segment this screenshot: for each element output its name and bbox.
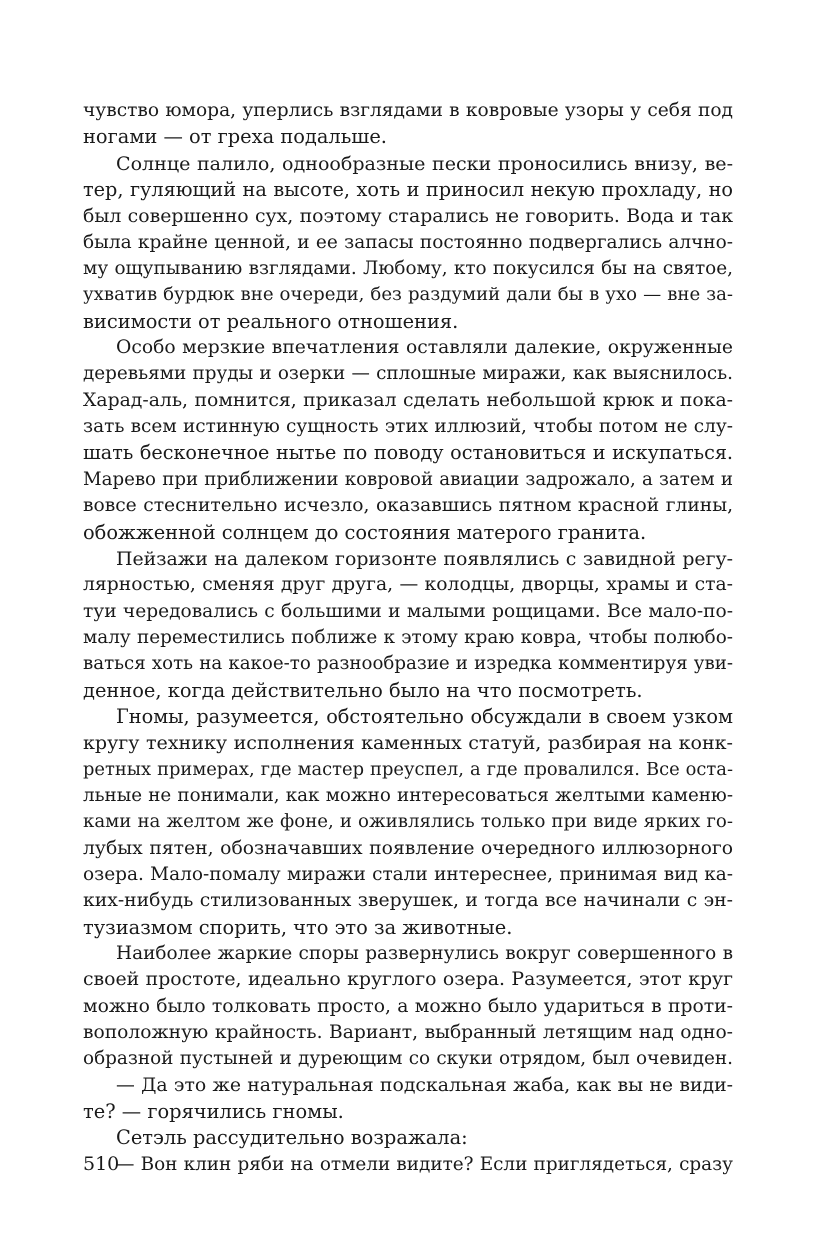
text-line: Солнце палило, однообразные пески проносились внизу, ве- xyxy=(116,152,733,175)
text-line: ногами — от греха подальше. xyxy=(83,125,387,149)
body-text xyxy=(83,98,733,1178)
text-line: вовсе стеснительно исчезло, оказавшись пятном красной глины, xyxy=(83,495,733,517)
text-line: был совершенно сух, поэтому старались не говорить. Вода и так xyxy=(83,205,733,228)
text-line: ухватив бурдюк вне очереди, без раздумий дали бы в ухо — вне за- xyxy=(83,284,733,306)
text-line: обожженной солнцем до состояния матерого гранита. xyxy=(83,520,647,544)
text-line: можно было толковать просто, а можно было удариться в проти- xyxy=(83,995,733,1017)
text-line: — Вон клин ряби на отмели видите? Если приглядеться, сразу xyxy=(116,1153,733,1175)
text-line: Пейзажи на далеком горизонте появлялись с завидной регу- xyxy=(116,547,733,570)
text-line: ретных примерах, где мастер преуспел, а где провалился. Все оста- xyxy=(83,758,733,780)
text-line: деревьями пруды и озерки — сплошные миражи, как выяснилось. xyxy=(83,363,733,385)
text-line: ких-нибудь стилизованных зверушек, и тогда все начинали с эн- xyxy=(83,890,733,912)
text-line: ками на желтом же фоне, и оживлялись только при виде ярких го- xyxy=(83,811,733,833)
text-line: чувство юмора, уперлись взглядами в ковровые узоры у себя под xyxy=(83,100,733,121)
text-line: денное, когда действительно было на что посмотреть. xyxy=(83,678,643,702)
text-line: висимости от реального отношения. xyxy=(83,309,459,333)
text-line: Наиболее жаркие споры развернулись вокруг совершенного в xyxy=(116,943,733,964)
text-line: озера. Мало-помалу миражи стали интереснее, принимая вид ка- xyxy=(83,863,733,885)
text-line: своей простоте, идеально круглого озера. Разумеется, этот круг xyxy=(83,969,733,991)
text-line: малу переместились поближе к этому краю ковра, чтобы полюбо- xyxy=(83,626,733,648)
text-line: воположную крайность. Вариант, выбранный летящим над одно- xyxy=(83,1022,733,1044)
text-line: тер, гуляющий на высоте, хоть и приносил некую прохладу, но xyxy=(83,178,733,202)
text-line: — Да это же натуральная подскальная жаба, как вы не види- xyxy=(116,1074,733,1096)
text-line: Сетэль рассудительно возражала: xyxy=(116,1126,468,1150)
text-line: туи чередовались с большими и малыми рощицами. Все мало-по- xyxy=(83,600,733,622)
text-line: ваться хоть на какое-то разнообразие и изредка комментируя уви- xyxy=(83,653,733,675)
text-line: лярностью, сменяя друг друга, — колодцы, дворцы, храмы и ста- xyxy=(83,574,733,596)
text-line: лубых пятен, обозначавших появление очередного иллюзорного xyxy=(83,837,733,859)
text-line: зать всем истинную сущность этих иллюзий, чтобы потом не слу- xyxy=(83,416,733,438)
text-line: Марево при приближении ковровой авиации задрожало, а затем и xyxy=(83,468,733,490)
page-number: 510 xyxy=(83,1153,120,1175)
text-line: шать бесконечное нытье по поводу остановиться и искупаться. xyxy=(83,441,733,465)
text-line: льные не понимали, как можно интересоваться желтыми каменю- xyxy=(83,784,733,806)
text-line: Особо мерзкие впечатления оставляли далекие, окруженные xyxy=(116,337,733,359)
text-line: Гномы, разумеется, обстоятельно обсуждали в своем узком xyxy=(116,704,733,728)
text-line: Харад-аль, помнится, приказал сделать небольшой крюк и пока- xyxy=(83,389,733,411)
text-line: кругу технику исполнения каменных статуй, разбирая на конк- xyxy=(83,732,733,755)
text-line: му ощупыванию взглядами. Любому, кто покусился бы на святое, xyxy=(83,258,733,280)
text-line: тузиазмом спорить, что это за животные. xyxy=(83,915,513,939)
text-line: те? — горячились гномы. xyxy=(83,1100,344,1124)
text-line: образной пустыней и дуреющим со скуки отрядом, был очевиден. xyxy=(83,1048,733,1070)
text-line: была крайне ценной, и ее запасы постоянно подвергались алчно- xyxy=(83,231,733,253)
